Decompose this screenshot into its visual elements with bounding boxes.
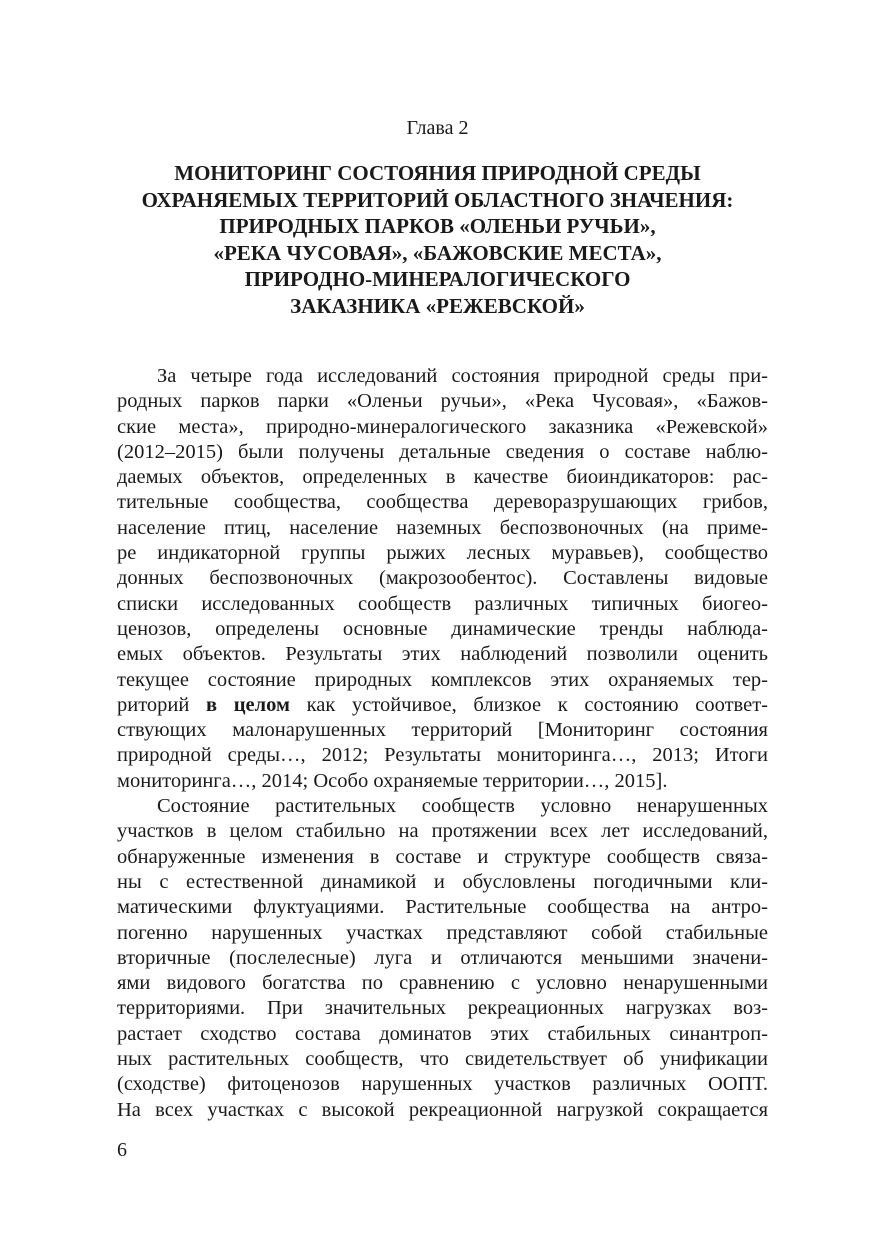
- chapter-title-line: МОНИТОРИНГ СОСТОЯНИЯ ПРИРОДНОЙ СРЕДЫ: [174, 161, 701, 185]
- chapter-label: Глава 2: [406, 117, 469, 139]
- text-line: население птиц, население наземных беспозвоночных (на приме-: [117, 516, 768, 539]
- body-text: [117, 364, 768, 1123]
- text-line: природной среды…, 2012; Результаты мониторинга…, 2013; Итоги: [117, 744, 768, 767]
- chapter-title-line: ПРИРОДНО-МИНЕРАЛОГИЧЕСКОГО: [244, 267, 631, 291]
- text-segment: как устойчивое, близкое к состоянию соответ-: [289, 693, 768, 716]
- text-line-with-emphasis: [117, 693, 768, 718]
- text-segment: риторий: [117, 693, 206, 716]
- text-line: даемых объектов, определенных в качестве биоиндикаторов: рас-: [117, 466, 768, 489]
- text-line: ценозов, определены основные динамические тренды наблюда-: [117, 617, 768, 640]
- text-line: (2012–2015) были получены детальные сведения о составе наблю-: [117, 440, 768, 463]
- paragraph-1: [117, 364, 768, 794]
- chapter-title-line: «РЕКА ЧУСОВАЯ», «БАЖОВСКИЕ МЕСТА»,: [213, 240, 662, 265]
- text-line: обнаруженные изменения в составе и структуре сообществ связа-: [117, 845, 768, 868]
- text-line: тительные сообщества, сообщества дереворазрушающих грибов,: [117, 491, 768, 514]
- text-line: мониторинга…, 2014; Особо охраняемые территории…, 2015].: [117, 769, 668, 792]
- text-line: ных растительных сообществ, что свидетельствует об унификации: [117, 1048, 768, 1071]
- chapter-title-line: ОХРАНЯЕМЫХ ТЕРРИТОРИЙ ОБЛАСТНОГО ЗНАЧЕНИЯ:: [141, 187, 734, 212]
- page-number: 6: [117, 1139, 127, 1161]
- emphasis-text: в целом: [206, 693, 290, 716]
- text-line: текущее состояние природных комплексов этих охраняемых тер-: [117, 668, 768, 691]
- chapter-title: [0, 160, 875, 319]
- chapter-title-line: ПРИРОДНЫХ ПАРКОВ «ОЛЕНЬИ РУЧЬИ»,: [219, 214, 656, 238]
- text-line: ские места», природно-минералогического заказника «Режевской»: [117, 415, 768, 438]
- text-line: участков в целом стабильно на протяжении всех лет исследований,: [117, 820, 768, 843]
- text-line: территориями. При значительных рекреационных нагрузках воз-: [117, 997, 768, 1020]
- text-line: ре индикаторной группы рыжих лесных муравьев), сообщество: [117, 542, 768, 565]
- text-line: ствующих малонарушенных территорий [Мониторинг состояния: [117, 719, 768, 742]
- text-line: ями видового богатства по сравнению с условно ненарушенными: [117, 972, 768, 995]
- text-line: погенно нарушенных участках представляют собой стабильные: [117, 921, 768, 944]
- text-line: (сходстве) фитоценозов нарушенных участков различных ООПТ.: [117, 1073, 768, 1096]
- paragraph-2: [117, 794, 768, 1123]
- chapter-title-line: ЗАКАЗНИКА «РЕЖЕВСКОЙ»: [290, 293, 585, 318]
- text-line: растает сходство состава доминатов этих стабильных синантроп-: [117, 1022, 768, 1045]
- text-line: матическими флуктуациями. Растительные сообщества на антро-: [117, 896, 768, 919]
- text-line: емых объектов. Результаты этих наблюдений позволили оценить: [117, 643, 768, 666]
- text-line: ны с естественной динамикой и обусловлены погодичными кли-: [117, 870, 768, 893]
- text-line: За четыре года исследований состояния природной среды при-: [157, 365, 768, 387]
- text-line: родных парков парки «Оленьи ручьи», «Река Чусовая», «Бажов-: [117, 390, 768, 413]
- text-line: вторичные (послелесные) луга и отличаются меньшими значени-: [117, 946, 768, 969]
- text-line: Состояние растительных сообществ условно ненарушенных: [157, 795, 768, 818]
- text-line: На всех участках с высокой рекреационной нагрузкой сокращается: [117, 1098, 768, 1121]
- text-line: донных беспозвоночных (макрозообентос). Составлены видовые: [117, 567, 768, 590]
- text-line: списки исследованных сообществ различных типичных биогео-: [117, 592, 768, 615]
